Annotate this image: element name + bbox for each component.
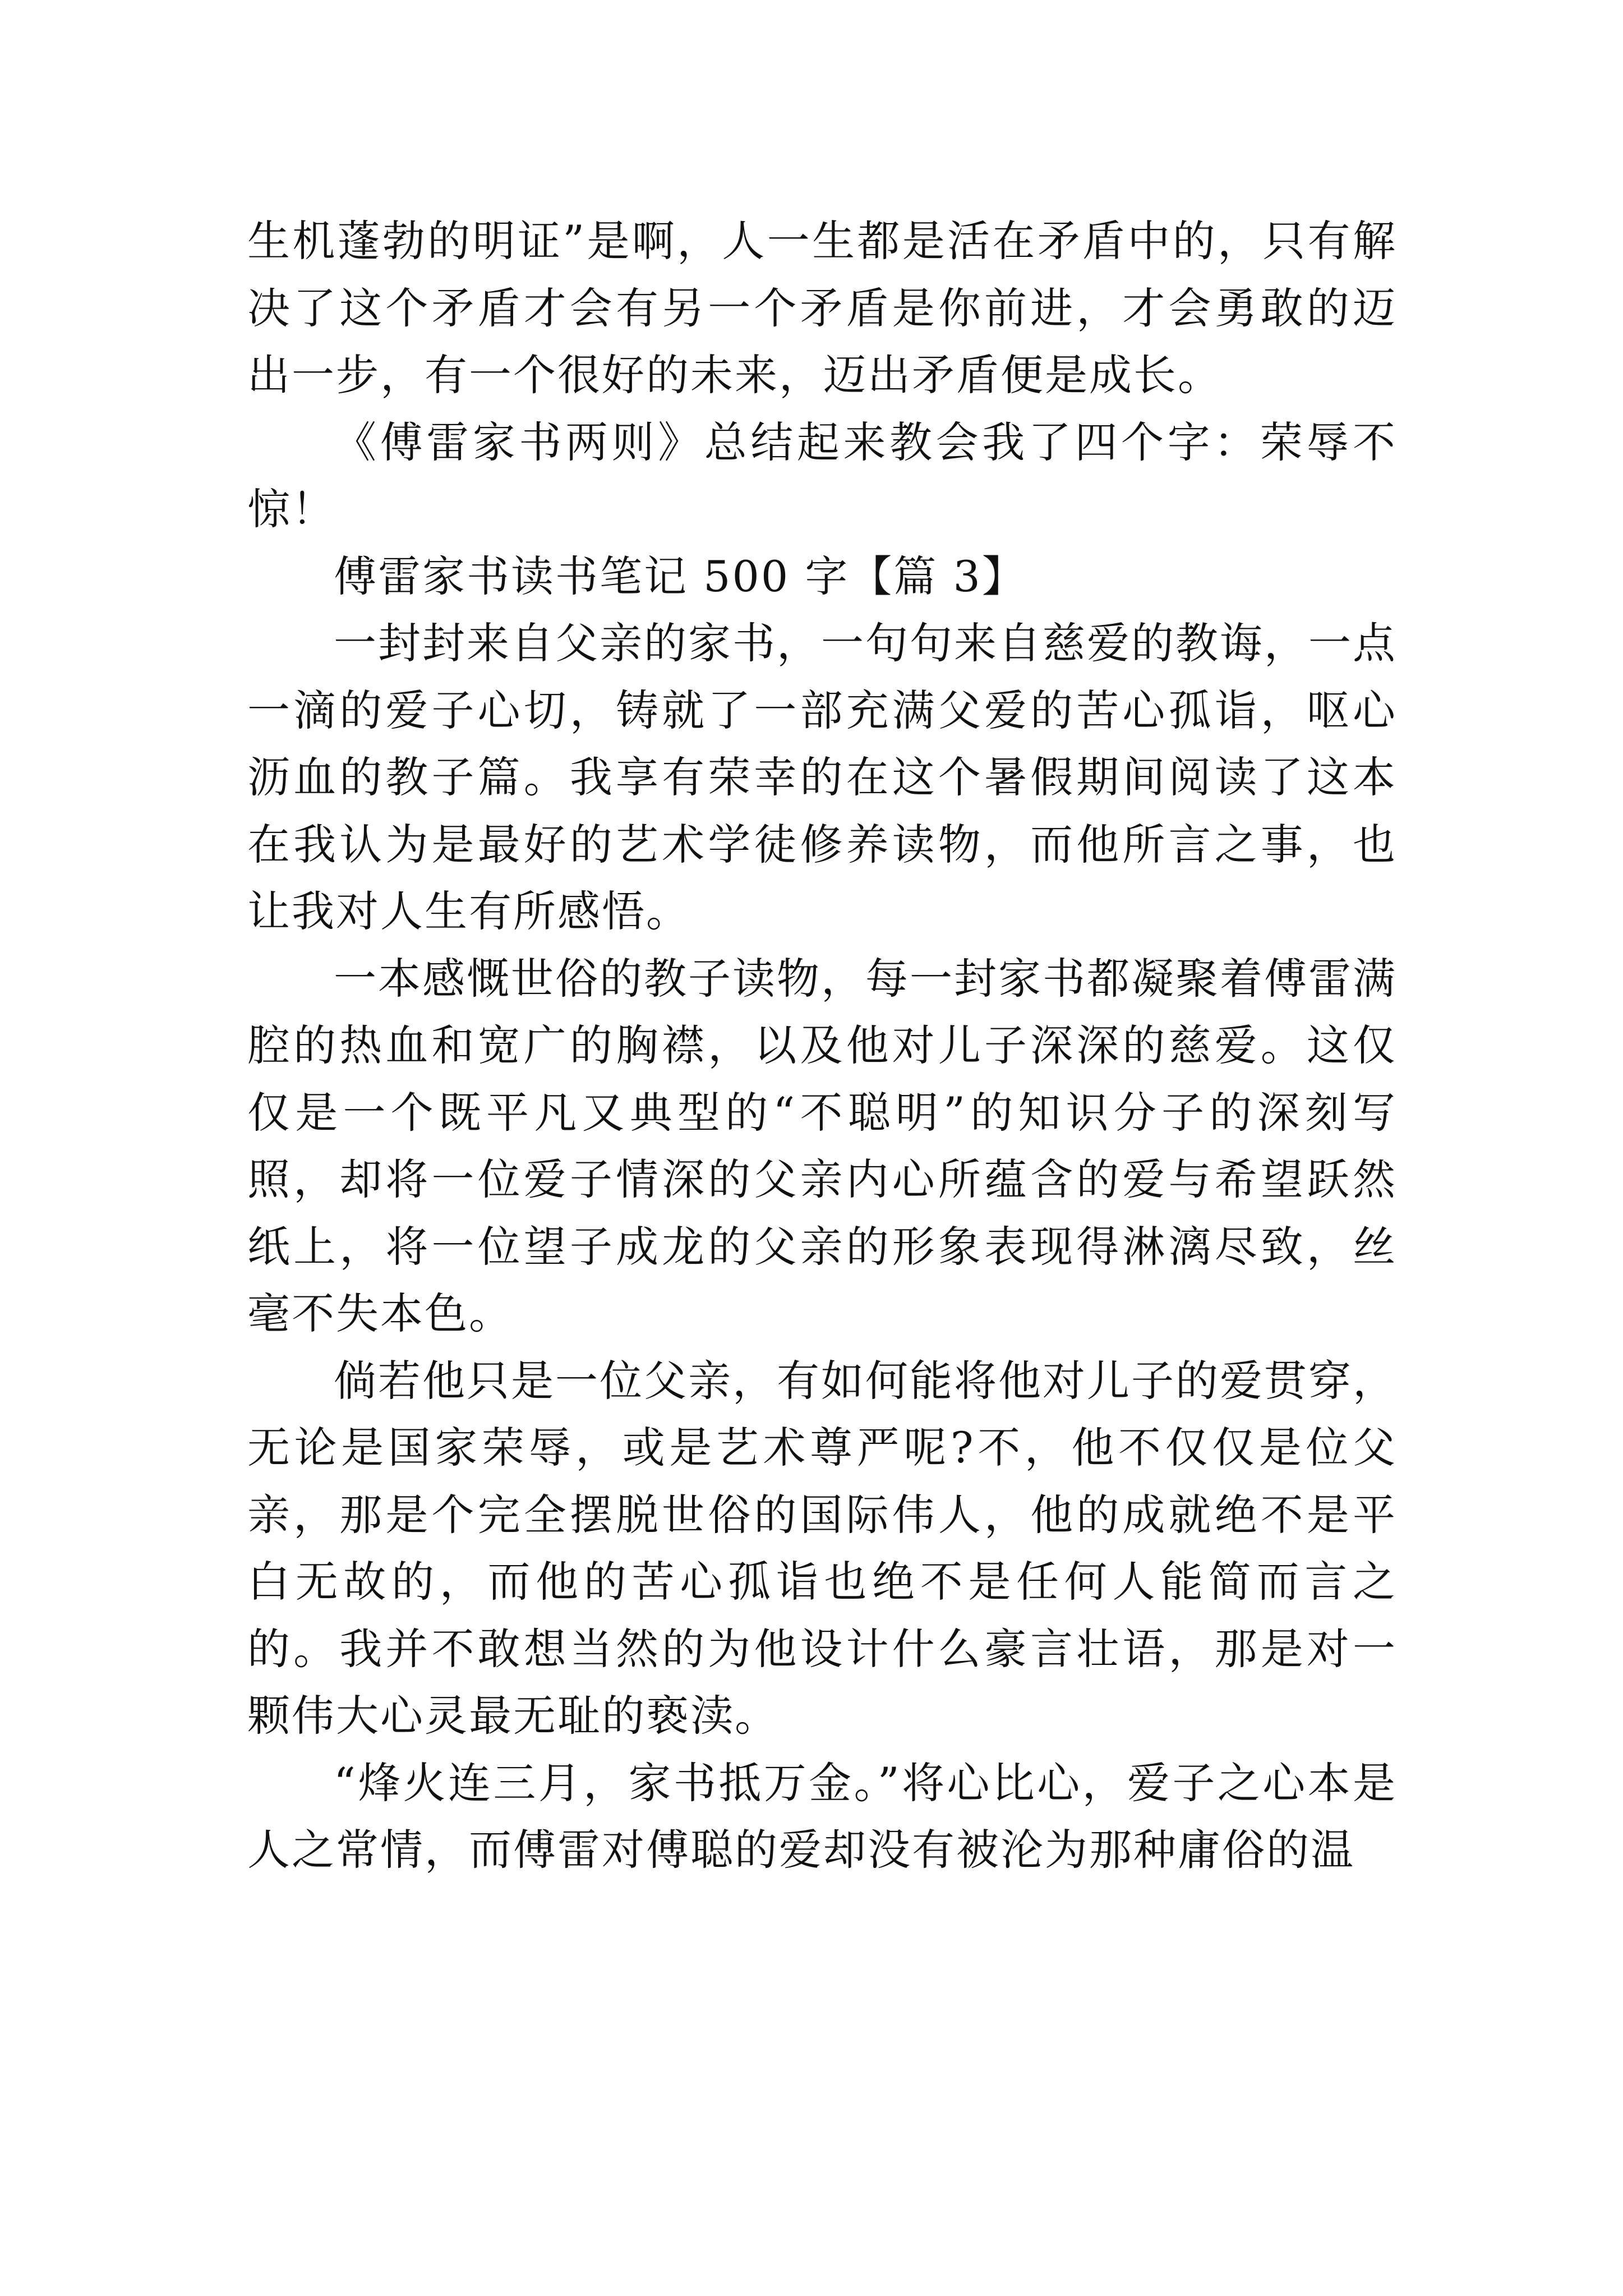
paragraph-5: 倘若他只是一位父亲，有如何能将他对儿子的爱贯穿，无论是国家荣辱，或是艺术尊严呢?不，他不仅仅是位父亲，那是个完全摆脱世俗的国际伟人，他的成就绝不是平白无故的，而他的苦心孤诣也绝不是任何人能简而言之的。我并不敢想当然的为他设计什么豪言壮语，那是对一颗伟大心灵最无耻的亵渎。 bbox=[247, 1355, 1397, 1741]
paragraph-1: 生机蓬勃的明证”是啊，人一生都是活在矛盾中的，只有解决了这个矛盾才会有另一个矛盾是你前进，才会勇敢的迈出一步，有一个很好的未来，迈出矛盾便是成长。 bbox=[247, 216, 1397, 400]
paragraph-6: “烽火连三月，家书抵万金。”将心比心，爱子之心本是人之常情，而傅雷对傅聪的爱却没有被沦为那种庸俗的温 bbox=[247, 1757, 1397, 1875]
document-body bbox=[247, 208, 1397, 1884]
paragraph-3: 一封封来自父亲的家书，一句句来自慈爱的教诲，一点一滴的爱子心切，铸就了一部充满父爱的苦心孤诣，呕心沥血的教子篇。我享有荣幸的在这个暑假期间阅读了这本在我认为是最好的艺术学徒修养读物，而他所言之事，也让我对人生有所感悟。 bbox=[247, 618, 1397, 936]
paragraph-4: 一本感慨世俗的教子读物，每一封家书都凝聚着傅雷满腔的热血和宽广的胸襟，以及他对儿子深深的慈爱。这仅仅是一个既平凡又典型的“不聪明”的知识分子的深刻写照，却将一位爱子情深的父亲内心所蕴含的爱与希望跃然纸上，将一位望子成龙的父亲的形象表现得淋漓尽致，丝毫不失本色。 bbox=[247, 953, 1397, 1338]
section-heading: 傅雷家书读书笔记 500 字【篇 3】 bbox=[334, 551, 1026, 601]
paragraph-2: 《傅雷家书两则》总结起来教会我了四个字：荣辱不惊！ bbox=[247, 417, 1397, 534]
